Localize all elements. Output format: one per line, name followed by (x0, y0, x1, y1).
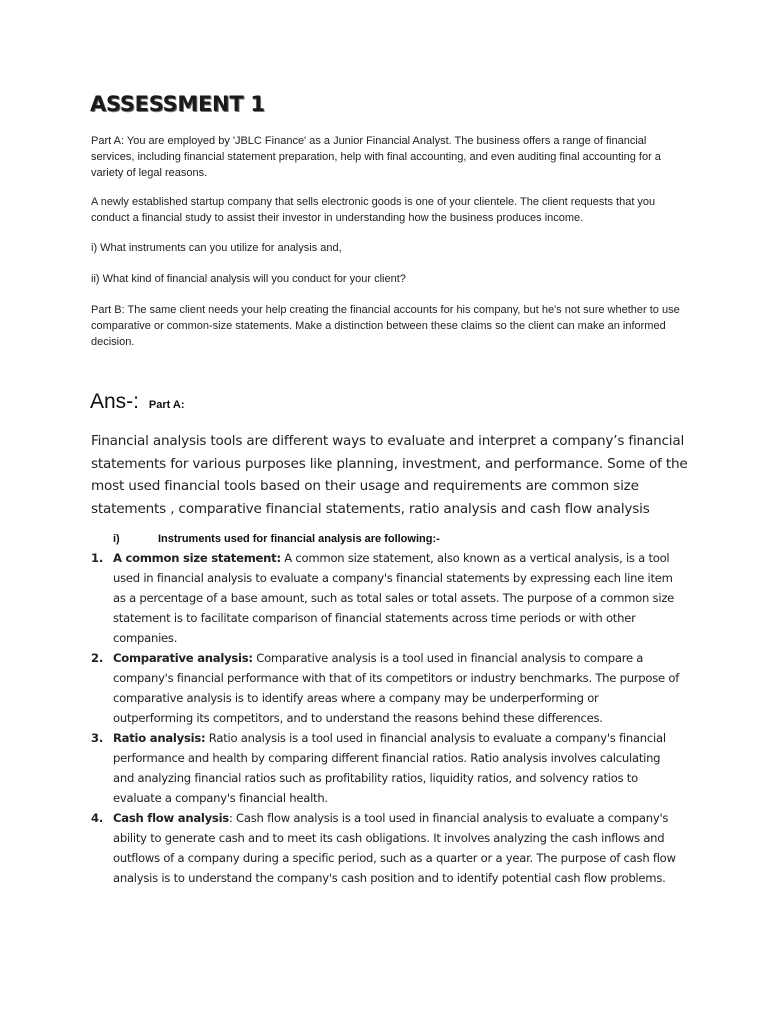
list-item-text: : Cash flow analysis is a tool used in financial analysis to evaluate a company's ability to generate cash and to meet its cash obligations. It involves analyzing the cash inflows and outflows of a company during a specific period, such as a quarter or a year. The purpose of cash flow analysis is to understand the company's cash position and to identify potential cash flow problems. (113, 811, 676, 885)
list-item (91, 728, 681, 808)
question-client-request: A newly established startup company that sells electronic goods is one of your clientele. The client requests that you conduct a financial study to assist their investor in understanding how the business produces income. (91, 196, 656, 224)
answer-label: Ans-: (90, 390, 140, 413)
answer-heading (90, 390, 185, 414)
question-ii: ii) What kind of financial analysis will you conduct for your client? (91, 273, 406, 285)
list-item-number: 1. (91, 551, 103, 565)
list-item (91, 808, 681, 888)
list-item-term: Ratio analysis: (113, 731, 206, 745)
list-item-term: Cash flow analysis (113, 811, 229, 825)
instruments-list (91, 548, 681, 888)
list-item (91, 548, 681, 648)
list-item-text: Comparative analysis is a tool used in financial analysis to compare a company's financial performance with that of its competitors or industry benchmarks. The purpose of comparative analysis is to identify areas where a company may be underperforming or outperforming its competitors, and to understand the reasons behind these differences. (113, 651, 680, 725)
list-item-number: 3. (91, 731, 103, 745)
answer-part-label: Part A: (148, 399, 185, 411)
list-item-number: 4. (91, 811, 103, 825)
section-heading (113, 533, 440, 545)
list-item-term: Comparative analysis: (113, 651, 253, 665)
document-title: ASSESSMENT 1 (90, 92, 265, 116)
list-item (91, 648, 681, 728)
list-item-text: Ratio analysis is a tool used in financial analysis to evaluate a company's financial performance and health by comparing different financial ratios. Ratio analysis involves calculating and analyzing financial ratios such as profitability ratios, liquidity ratios, and solvency ratios to evaluate a company's financial health. (113, 731, 666, 805)
section-roman-numeral: i) (113, 533, 120, 545)
question-part-a: Part A: You are employed by 'JBLC Finance' as a Junior Financial Analyst. The business offers a range of financial services, including financial statement preparation, help with final accounting, and even auditing final accounting for a variety of legal reasons. (91, 135, 661, 179)
intro-paragraph: Financial analysis tools are different ways to evaluate and interpret a company’s financial statements for various purposes like planning, investment, and performance. Some of the most used financial tools based on their usage and requirements are common size statements , comparative financial statements, ratio analysis and cash flow analysis (91, 433, 688, 517)
section-heading-text: Instruments used for financial analysis are following:- (158, 533, 440, 545)
list-item-text: A common size statement, also known as a vertical analysis, is a tool used in financial analysis to evaluate a company's financial statements by expressing each line item as a percentage of a base amount, such as total sales or total assets. The purpose of a common size statement is to facilitate comparison of financial statements across time periods or with other companies. (113, 551, 675, 645)
list-item-number: 2. (91, 651, 103, 665)
list-item-term: A common size statement: (113, 551, 281, 565)
question-part-b: Part B: The same client needs your help creating the financial accounts for his company, but he's not sure whether to use comparative or common-size statements. Make a distinction between these claims so the client can make an informed decision. (91, 304, 680, 348)
question-i: i) What instruments can you utilize for analysis and, (91, 242, 342, 254)
